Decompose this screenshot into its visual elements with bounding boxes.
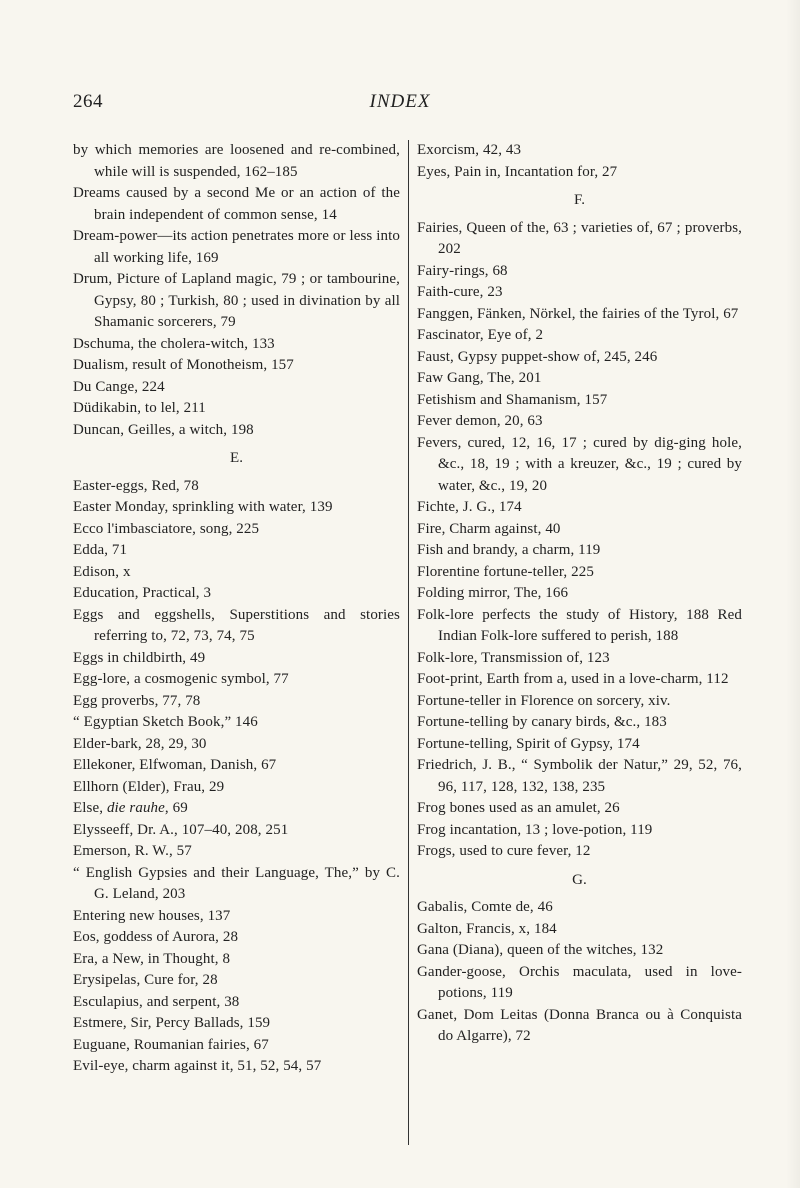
right-column [417, 140, 742, 1048]
index-entry: Fairy-rings, 68 [417, 262, 508, 279]
index-entry: Eggs in childbirth, 49 [73, 649, 206, 666]
index-entry: Dreams caused by a second Me or an action of the brain independent of common sense, 14 [73, 185, 400, 223]
index-entry: Galton, Francis, x, 184 [417, 920, 557, 937]
index-entry: Fevers, cured, 12, 16, 17 ; cured by dig-ging hole, &c., 18, 19 ; with a kreuzer, &c., 19 ; cured by water, &c., 19, 20 [417, 434, 742, 494]
index-entry: Faust, Gypsy puppet-show of, 245, 246 [417, 348, 658, 365]
index-entry: Duncan, Geilles, a witch, 198 [73, 421, 254, 438]
index-entry: “ Egyptian Sketch Book,” 146 [73, 714, 258, 730]
index-entry: Dream-power—its action penetrates more or less into all working life, 169 [73, 228, 400, 266]
index-entry: Gana (Diana), queen of the witches, 132 [417, 942, 664, 958]
index-entry: Fichte, J. G., 174 [417, 499, 522, 515]
index-entry: Evil-eye, charm against it, 51, 52, 54, 57 [73, 1058, 322, 1074]
index-entry: Exorcism, 42, 43 [417, 142, 522, 158]
page-number: 264 [73, 91, 103, 112]
index-entry: Dualism, result of Monotheism, 157 [73, 357, 294, 373]
index-entry: Fascinator, Eye of, 2 [417, 327, 544, 343]
index-entry: Foot-print, Earth from a, used in a love-charm, 112 [417, 671, 729, 687]
index-entry: Eggs and eggshells, Superstitions and stories referring to, 72, 73, 74, 75 [73, 606, 400, 644]
index-entry: Drum, Picture of Lapland magic, 79 ; or tambourine, Gypsy, 80 ; Turkish, 80 ; used in divination by all Shamanic sorcerers, 79 [73, 271, 400, 330]
index-entry: Fortune-telling by canary birds, &c., 183 [417, 714, 667, 730]
index-entry: Folk-lore perfects the study of History, 188 Red Indian Folk-lore suffered to perish, 188 [417, 606, 742, 644]
index-entry: Du Cange, 224 [73, 378, 165, 395]
index-entry: Frog incantation, 13 ; love-potion, 119 [417, 821, 653, 838]
index-entry: Ganet, Dom Leitas (Donna Branca ou à Conquista do Algarre), 72 [417, 1006, 742, 1044]
index-entry: Elder-bark, 28, 29, 30 [73, 735, 207, 752]
index-entry: Estmere, Sir, Percy Ballads, 159 [73, 1015, 271, 1031]
index-entry: Fetishism and Shamanism, 157 [417, 391, 608, 408]
index-entry: Esculapius, and serpent, 38 [73, 993, 240, 1010]
index-entry: Ellhorn (Elder), Frau, 29 [73, 778, 225, 795]
index-entry: Frog bones used as an amulet, 26 [417, 800, 620, 816]
index-entry: Friedrich, J. B., “ Symbolik der Natur,” 29, 52, 76, 96, 117, 128, 132, 138, 235 [417, 757, 742, 795]
index-entry: Frogs, used to cure fever, 12 [417, 843, 591, 859]
index-entry: Dschuma, the cholera-witch, 133 [73, 335, 275, 352]
index-entry: Edison, x [73, 563, 131, 580]
index-entry: Gander-goose, Orchis maculata, used in love-potions, 119 [417, 963, 742, 1001]
index-entry: Edda, 71 [73, 542, 128, 558]
index-entry: Eyes, Pain in, Incantation for, 27 [417, 163, 618, 180]
section-letter: G. [572, 871, 587, 888]
index-entry: Faith-cure, 23 [417, 284, 503, 300]
index-entry: Emerson, R. W., 57 [73, 843, 192, 859]
index-entry: Fever demon, 20, 63 [417, 413, 543, 429]
section-letter: F. [573, 192, 586, 208]
index-entry: Egg-lore, a cosmogenic symbol, 77 [73, 671, 289, 687]
index-entry: Entering new houses, 137 [73, 907, 231, 924]
index-entry: Easter Monday, sprinkling with water, 139 [73, 499, 333, 515]
index-entry: Erysipelas, Cure for, 28 [73, 972, 218, 988]
index-entry: Easter-eggs, Red, 78 [73, 477, 199, 494]
column-divider [408, 140, 409, 1145]
index-entry: Fire, Charm against, 40 [417, 520, 561, 537]
index-entry: Fairies, Queen of the, 63 ; varieties of, 67 ; proverbs, 202 [417, 219, 742, 257]
index-entry: “ English Gypsies and their Language, The,” by C. G. Leland, 203 [73, 864, 400, 902]
index-entry: Eos, goddess of Aurora, 28 [73, 929, 239, 945]
left-column [73, 140, 400, 1078]
index-entry: Fortune-teller in Florence on sorcery, xiv. [417, 692, 671, 709]
index-entry: Fanggen, Fänken, Nörkel, the fairies of the Tyrol, 67 [417, 305, 739, 322]
index-entry: Era, a New, in Thought, 8 [73, 950, 231, 967]
index-entry: Ellekoner, Elfwoman, Danish, 67 [73, 757, 277, 773]
index-entry: Ecco l'imbasciatore, song, 225 [73, 520, 260, 537]
index-entry: Elysseeff, Dr. A., 107–40, 208, 251 [73, 821, 289, 838]
index-entry: Fish and brandy, a charm, 119 [417, 542, 601, 558]
index-entry: Gabalis, Comte de, 46 [417, 899, 553, 915]
index-entry: Euguane, Roumanian fairies, 67 [73, 1036, 269, 1053]
index-entry: Folding mirror, The, 166 [417, 585, 569, 601]
running-head: INDEX [369, 91, 431, 112]
index-entry: Düdikabin, to lel, 211 [73, 400, 206, 416]
index-entry: Education, Practical, 3 [73, 585, 212, 601]
section-letter: E. [229, 450, 244, 466]
index-entry: Else, die rauhe, 69 [73, 800, 188, 816]
index-entry: Florentine fortune-teller, 225 [417, 563, 594, 580]
page-edge-shadow [786, 0, 800, 1188]
index-entry: by which memories are loosened and re-combined, while will is suspended, 162–185 [73, 142, 400, 180]
index-entry: Faw Gang, The, 201 [417, 370, 542, 386]
index-entry: Egg proverbs, 77, 78 [73, 692, 201, 709]
index-entry: Folk-lore, Transmission of, 123 [417, 649, 610, 666]
index-entry: Fortune-telling, Spirit of Gypsy, 174 [417, 735, 640, 752]
